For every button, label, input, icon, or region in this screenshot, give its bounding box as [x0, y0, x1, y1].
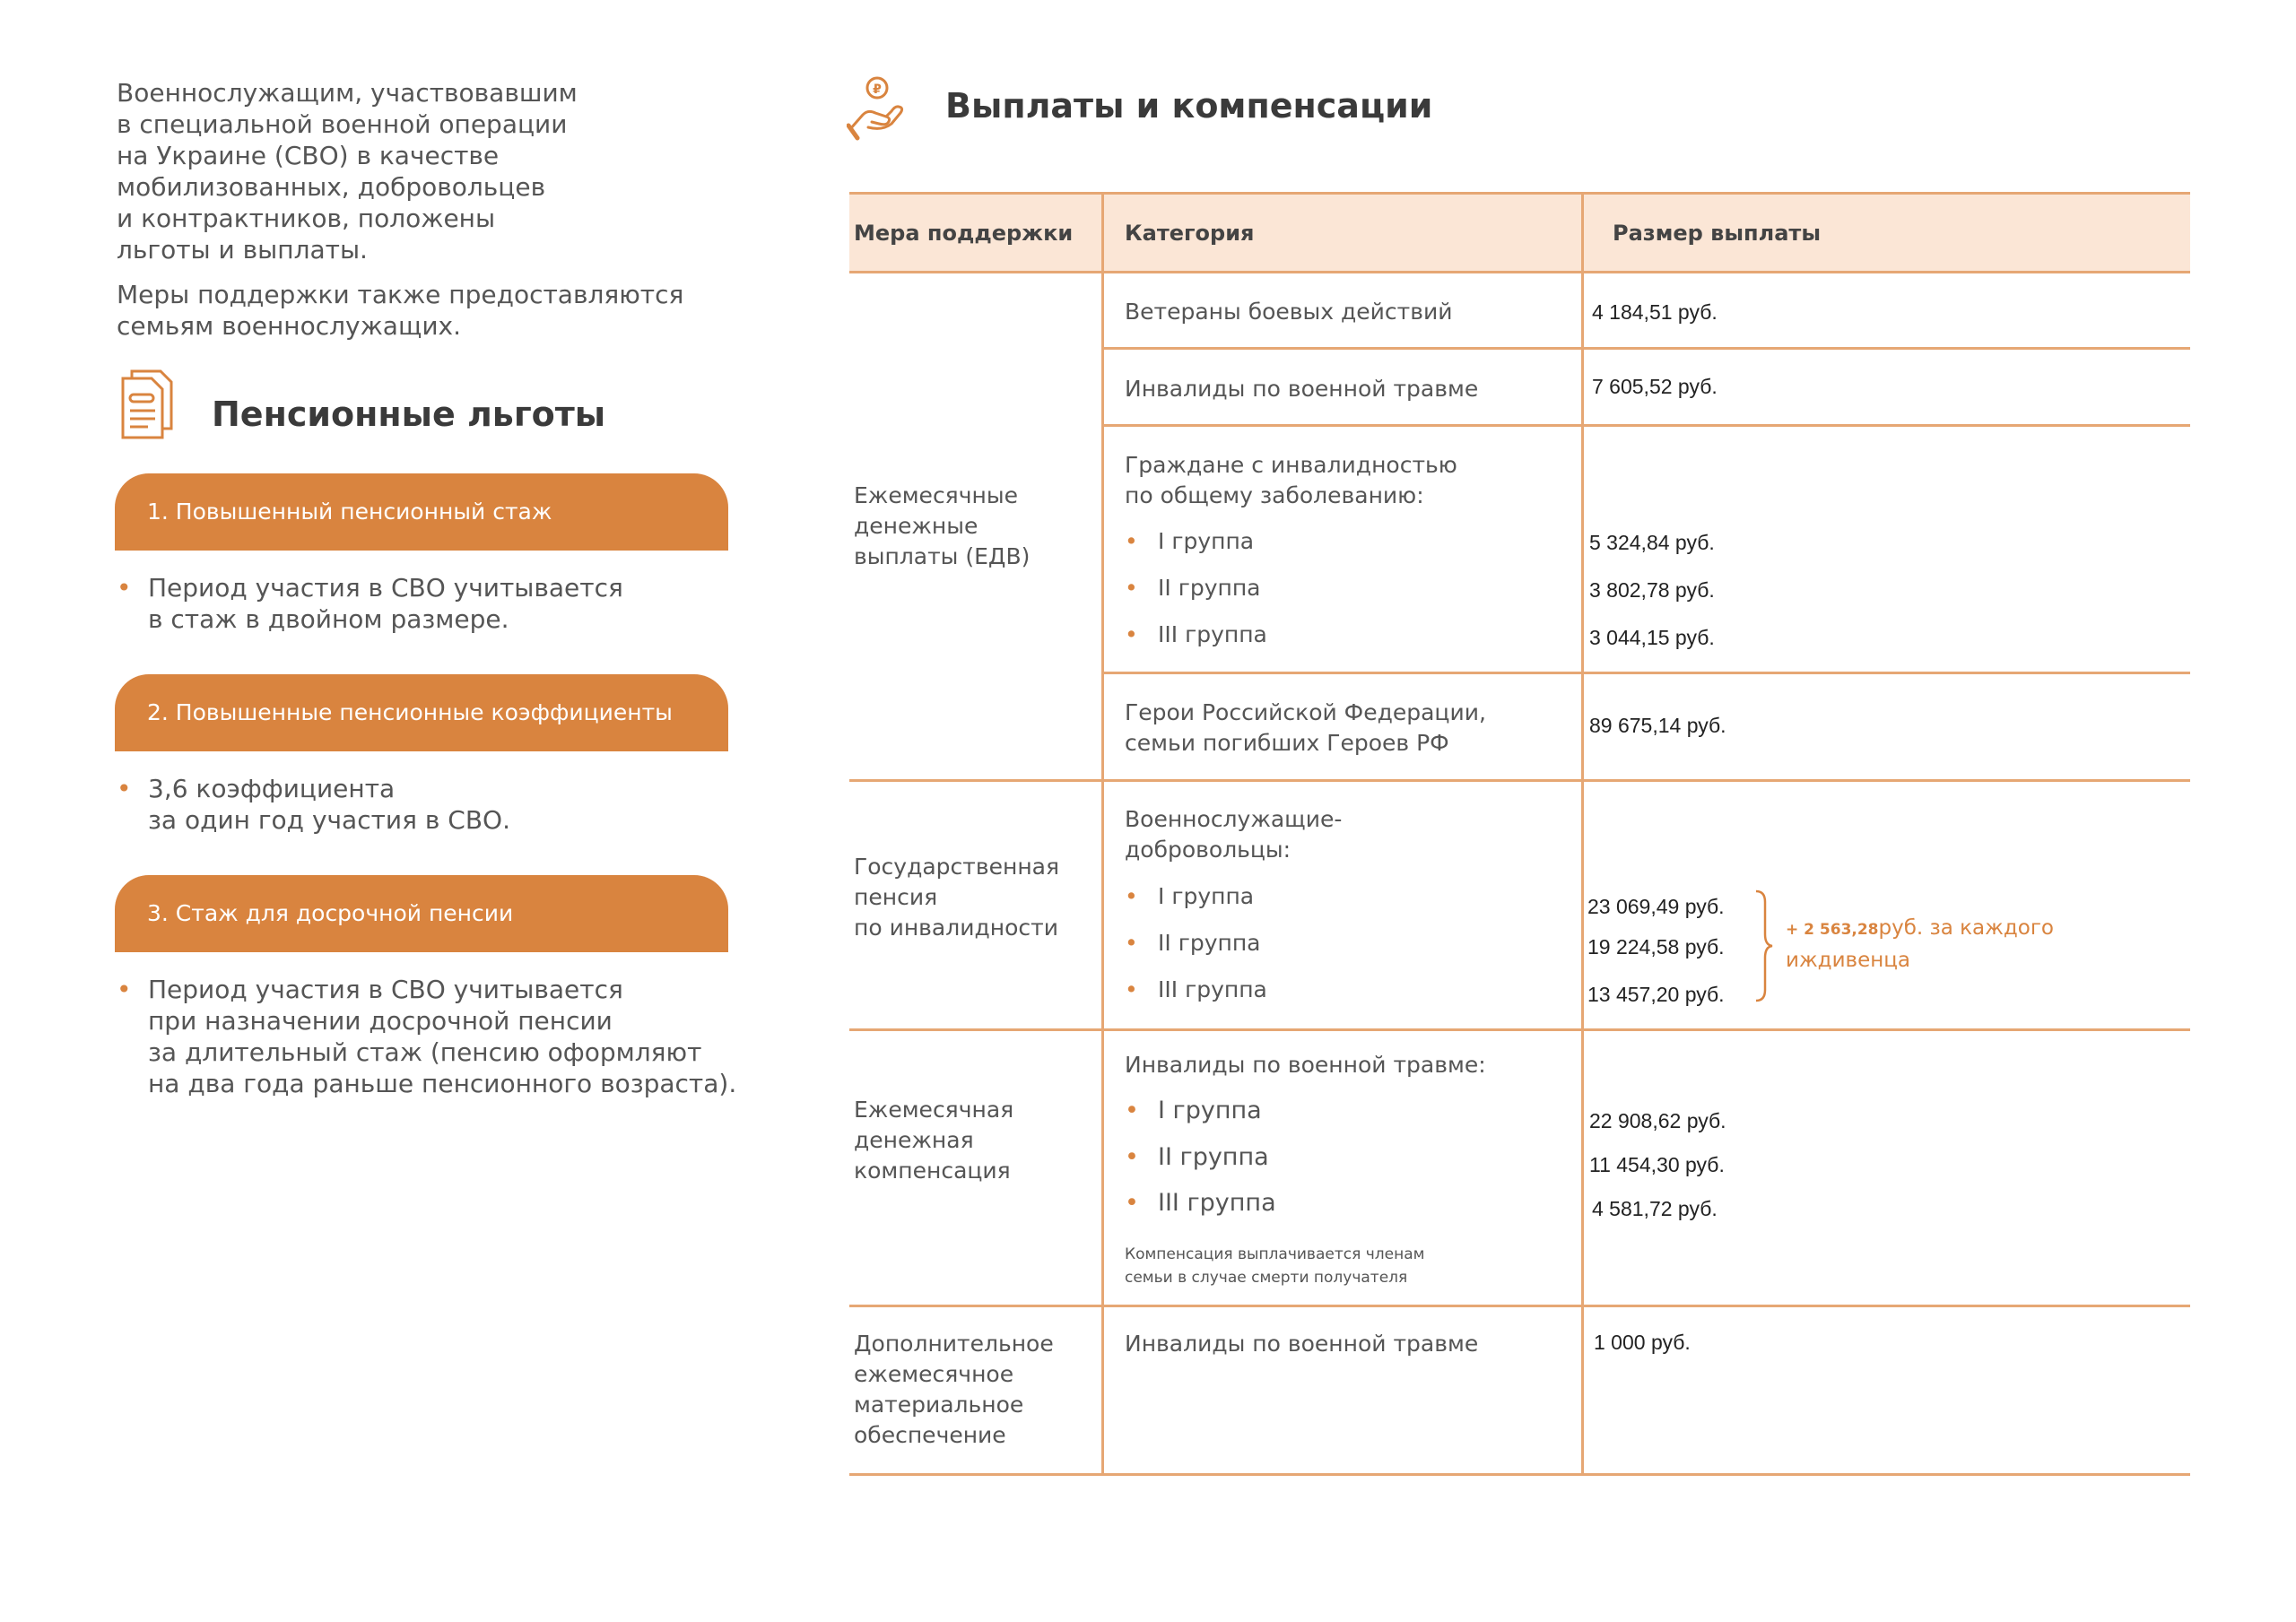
compensation-group-3: • III группа [1125, 1189, 1276, 1217]
compensation-group-1: • I группа [1125, 1097, 1262, 1124]
pension-group-2: • II группа [1125, 930, 1261, 956]
general-amount-3: 3 044,15 руб. [1589, 626, 1715, 649]
category-military-injury: Инвалиды по военной травме [1125, 376, 1479, 402]
compensation-amount-2: 11 454,30 руб. [1589, 1153, 1725, 1176]
pension-amount-3: 13 457,20 руб. [1587, 983, 1725, 1006]
table-rule [1101, 424, 2190, 427]
table-rule [849, 271, 2190, 273]
amount-military-injury: 7 605,52 руб. [1592, 375, 1718, 398]
brace-icon [1754, 889, 1774, 1002]
table-rule [849, 1305, 2190, 1307]
measure-compensation: Ежемесячная денежная компенсация [854, 1097, 1014, 1184]
pension-item-2-text: • 3,6 коэффициента за один год участия в СВО. [117, 773, 510, 836]
pension-group-3: • III группа [1125, 976, 1267, 1002]
table-divider [1101, 192, 1104, 1476]
compensation-note: Компенсация выплачивается членам семьи в случае смерти получателя [1125, 1245, 1425, 1287]
table-rule [849, 779, 2190, 782]
svg-text:₽: ₽ [873, 82, 882, 97]
category-heroes: Герои Российской Федерации, семьи погибших Героев РФ [1125, 699, 1486, 756]
dependent-note [1786, 913, 2054, 976]
header-category: Категория [1125, 221, 1255, 246]
general-amount-2: 3 802,78 руб. [1589, 578, 1715, 602]
table-divider [1581, 192, 1584, 1476]
pension-item-2-heading: 2. Повышенные пенсионные коэффициенты [115, 674, 728, 751]
category-volunteers: Военнослужащие- добровольцы: [1125, 806, 1343, 863]
general-group-2: • II группа [1125, 575, 1261, 601]
intro-paragraph-1: Военнослужащим, участвовавшим в специальной военной операции на Украине (СВО) в качестве мобилизованных, добровольцев и контрактников, положены льготы и выплаты. [117, 78, 578, 265]
pension-item-3-text: • Период участия в СВО учитывается при назначении досрочной пенсии за длительный стаж (пенсию оформляют на два года раньше пенсионного возраста). [117, 974, 736, 1099]
general-group-3: • III группа [1125, 621, 1267, 647]
compensation-amount-3: 4 581,72 руб. [1592, 1197, 1718, 1220]
compensation-group-2: • II группа [1125, 1143, 1269, 1171]
intro [117, 77, 683, 342]
measure-edv: Ежемесячные денежные выплаты (ЕДВ) [854, 482, 1031, 569]
category-general-disability: Граждане с инвалидностью по общему заболеванию: [1125, 452, 1457, 508]
pension-group-1: • I группа [1125, 883, 1254, 909]
pension-title: Пенсионные льготы [212, 395, 606, 434]
table-rule [849, 192, 2190, 195]
amount-heroes: 89 675,14 руб. [1589, 714, 1726, 737]
table-rule [1101, 672, 2190, 674]
payments-title: Выплаты и компенсации [945, 86, 1433, 126]
category-veterans: Ветераны боевых действий [1125, 299, 1453, 325]
dependent-text-1: руб. за каждого [1878, 916, 2055, 940]
amount-additional: 1 000 руб. [1594, 1331, 1691, 1354]
dependent-amount: + 2 563,28 [1786, 921, 1879, 939]
header-measure: Мера поддержки [854, 221, 1074, 246]
measure-additional: Дополнительное ежемесячное материальное обеспечение [854, 1331, 1054, 1448]
amount-veterans: 4 184,51 руб. [1592, 300, 1718, 324]
document-icon [119, 366, 184, 441]
header-amount: Размер выплаты [1613, 221, 1822, 246]
measure-state-pension: Государственная пенсия по инвалидности [854, 854, 1060, 941]
compensation-amount-1: 22 908,62 руб. [1589, 1109, 1726, 1132]
table-rule [1101, 347, 2190, 350]
general-group-1: • I группа [1125, 528, 1254, 554]
category-compensation: Инвалиды по военной травме: [1125, 1052, 1486, 1078]
general-amount-1: 5 324,84 руб. [1589, 531, 1715, 554]
hand-coin-icon [847, 74, 906, 142]
dependent-text-2: иждивенца [1786, 949, 1911, 972]
pension-amount-2: 19 224,58 руб. [1587, 935, 1725, 958]
pension-item-3-heading: 3. Стаж для досрочной пенсии [115, 875, 728, 952]
pension-amount-1: 23 069,49 руб. [1587, 895, 1725, 918]
pension-item-1-heading: 1. Повышенный пенсионный стаж [115, 473, 728, 551]
category-additional: Инвалиды по военной травме [1125, 1331, 1479, 1357]
pension-item-1-text: • Период участия в СВО учитывается в стаж в двойном размере. [117, 572, 623, 635]
intro-paragraph-2: Меры поддержки также предоставляются семьям военнослужащих. [117, 280, 684, 341]
table-rule [849, 1473, 2190, 1476]
table-rule [849, 1028, 2190, 1031]
